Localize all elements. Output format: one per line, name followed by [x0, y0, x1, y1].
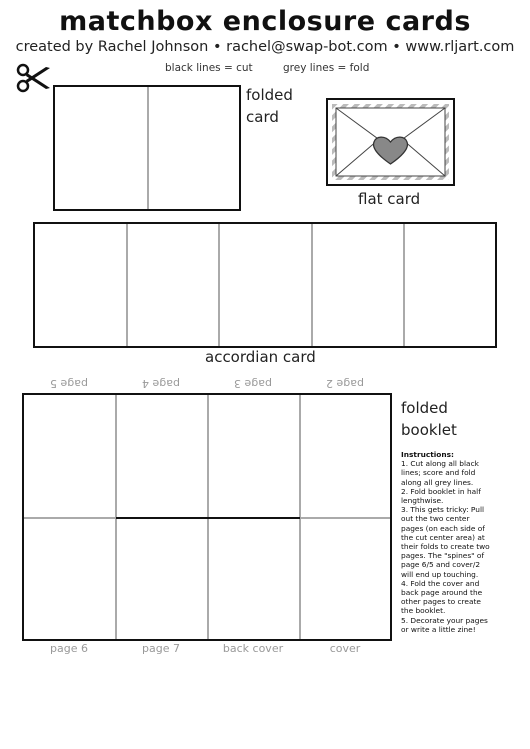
folded-card-label-line1: folded — [246, 86, 293, 104]
booklet-page-label: page 3 — [234, 377, 272, 390]
instruction-step: 1. Cut along all black lines; score and fold along all grey lines. — [401, 459, 479, 487]
fold-line — [403, 224, 405, 346]
envelope-icon — [332, 104, 449, 180]
booklet-template — [22, 393, 392, 641]
folded-booklet-label — [401, 397, 457, 441]
booklet-page-label: page 4 — [142, 377, 180, 390]
instruction-step: 4. Fold the cover and back page around the other pages to create the booklet. — [401, 578, 483, 616]
fold-line — [218, 224, 220, 346]
booklet-page-label: page 7 — [142, 642, 180, 655]
legend-fold: grey lines = fold — [283, 62, 370, 74]
fold-line — [126, 224, 128, 346]
booklet-page-label: page 2 — [326, 377, 364, 390]
instruction-step: 5. Decorate your pages or write a little zine! — [401, 615, 488, 634]
instructions — [401, 450, 493, 634]
folded-card-label — [246, 84, 293, 128]
folded-card-template — [53, 85, 241, 211]
page-title: matchbox enclosure cards — [59, 6, 471, 37]
booklet-page-label: cover — [329, 642, 361, 655]
folded-card-label-line2: card — [246, 108, 279, 126]
instructions-heading: Instructions: — [401, 450, 454, 459]
flat-card-template — [326, 98, 455, 186]
instruction-step: 2. Fold booklet in half lengthwise. — [401, 486, 481, 506]
folded-booklet-label-line1: folded — [401, 399, 448, 417]
accordian-card-template — [33, 222, 497, 348]
fold-line — [147, 87, 149, 209]
instruction-step: 3. This gets tricky: Pull out the two center pages (on each side of the cut center area) at their folds to create two pages. The "spines" of page 6/5 and cover/2 will end up touching. — [401, 505, 490, 579]
flat-card-label: flat card — [358, 190, 421, 208]
folded-booklet-label-line2: booklet — [401, 421, 457, 439]
fold-line — [311, 224, 313, 346]
booklet-page-label: page 5 — [50, 377, 88, 390]
booklet-page-label: page 6 — [50, 642, 88, 655]
scissors-icon — [16, 62, 52, 96]
accordian-card-label: accordian card — [205, 348, 316, 366]
credits-line: created by Rachel Johnson • rachel@swap-bot.com • www.rljart.com — [15, 39, 515, 55]
legend-cut: black lines = cut — [165, 62, 253, 74]
center-cut-line — [116, 517, 300, 519]
booklet-page-label: back cover — [222, 642, 284, 655]
